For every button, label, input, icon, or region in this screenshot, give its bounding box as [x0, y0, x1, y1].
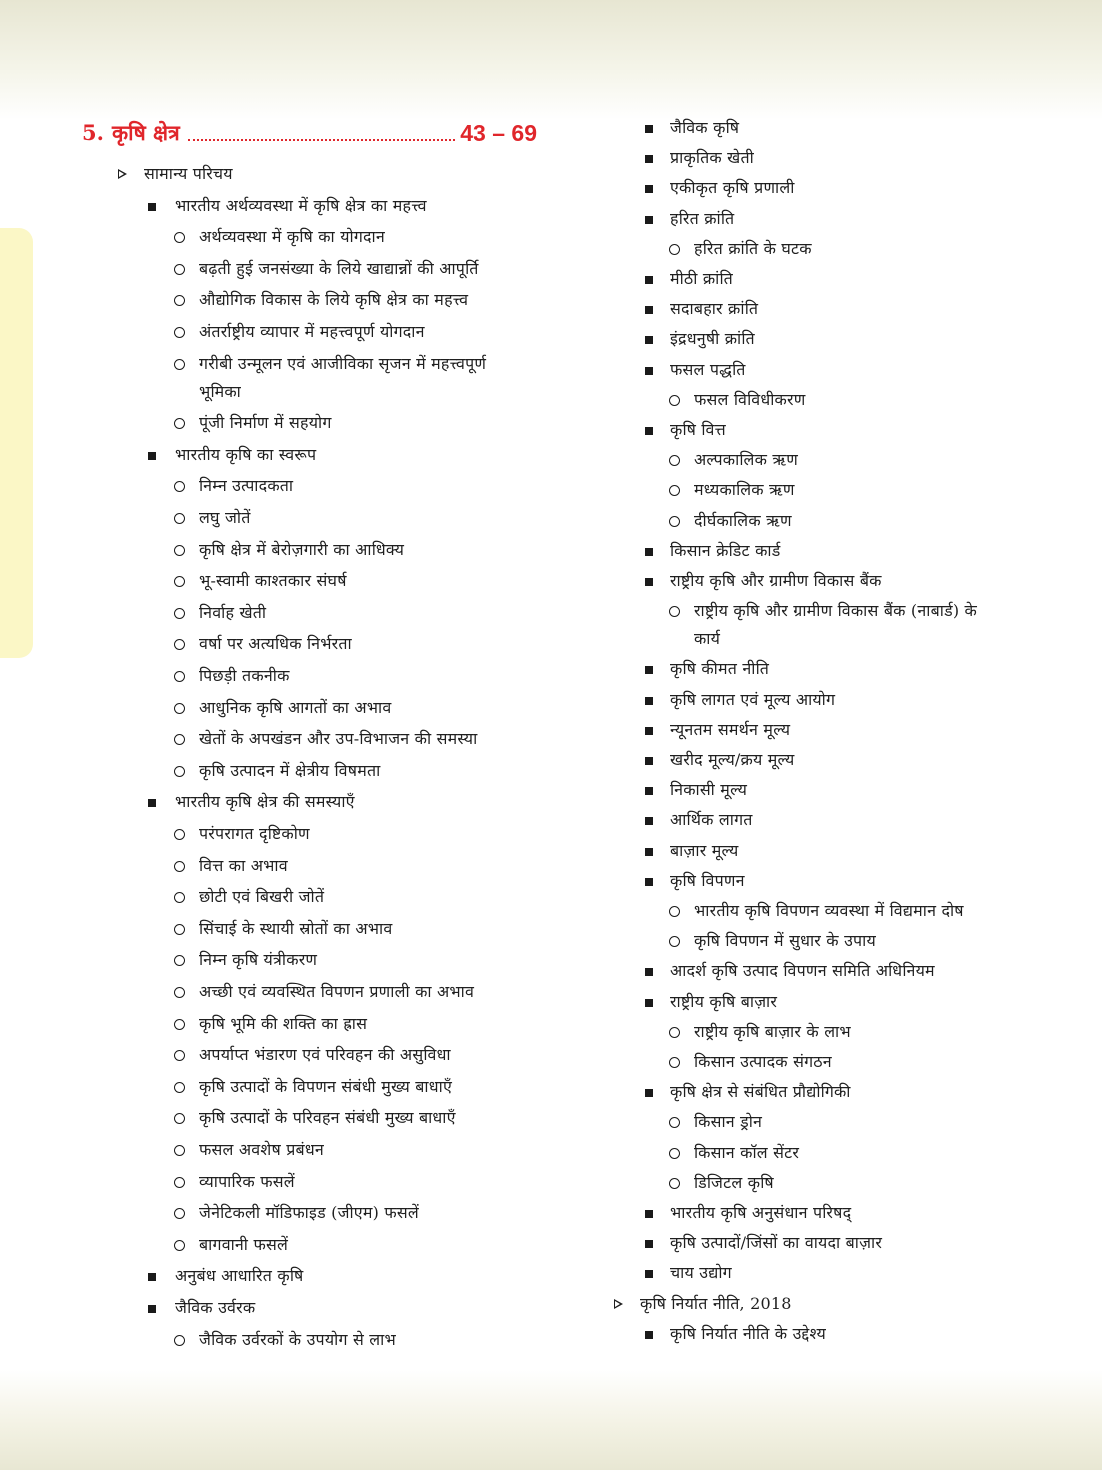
outline-item-text: इंद्रधनुषी क्रांति [670, 329, 755, 349]
filled-square-bullet-icon [645, 666, 653, 674]
filled-square-bullet-icon [148, 203, 156, 211]
outline-item-text: मध्यकालिक ऋण [694, 480, 795, 500]
outline-item-text: अल्पकालिक ऋण [694, 450, 798, 470]
hollow-circle-bullet-icon [669, 1027, 680, 1038]
outline-item-text: किसान कॉल सेंटर [694, 1142, 800, 1162]
outline-item-text: चाय उद्योग [670, 1263, 732, 1283]
hollow-circle-bullet-icon [174, 639, 185, 650]
outline-item-text: भारतीय कृषि विपणन व्यवस्था में विद्यमान दोष [694, 901, 964, 920]
outline-item-text: लघु जोतें [199, 508, 251, 527]
outline-item-text: कृषि उत्पादों/जिंसों का वायदा बाज़ार [670, 1233, 883, 1253]
outline-item-text: हरित क्रांति [670, 208, 735, 228]
outline-item-text: निर्वाह खेती [199, 602, 267, 622]
outline-item-text: पिछड़ी तकनीक [199, 666, 290, 685]
filled-square-bullet-icon [645, 817, 653, 825]
arrowhead-bullet-icon [118, 169, 127, 179]
outline-item-text: राष्ट्रीय कृषि बाज़ार के लाभ [694, 1021, 851, 1041]
outline-item-text: कृषि कीमत नीति [670, 659, 770, 679]
outline-item-text: कृषि विपणन [670, 870, 745, 890]
hollow-circle-bullet-icon [669, 1057, 680, 1068]
filled-square-bullet-icon [645, 1270, 653, 1278]
filled-square-bullet-icon [148, 1273, 156, 1281]
hollow-circle-bullet-icon [669, 1148, 680, 1159]
filled-square-bullet-icon [645, 999, 653, 1007]
hollow-circle-bullet-icon [174, 1240, 185, 1251]
outline-item-text: कृषि उत्पादन में क्षेत्रीय विषमता [199, 760, 381, 780]
hollow-circle-bullet-icon [174, 892, 185, 903]
hollow-circle-bullet-icon [174, 359, 185, 370]
outline-item-text: भारतीय कृषि अनुसंधान परिषद् [670, 1203, 852, 1222]
outline-item-text: अर्थव्यवस्था में कृषि का योगदान [199, 227, 385, 247]
outline-item-text: अच्छी एवं व्यवस्थित विपणन प्रणाली का अभाव [199, 982, 475, 1001]
hollow-circle-bullet-icon [174, 1082, 185, 1093]
outline-item-text: कृषि क्षेत्र में बेरोज़गारी का आधिक्य [199, 539, 405, 559]
filled-square-bullet-icon [645, 757, 653, 765]
hollow-circle-bullet-icon [174, 608, 185, 619]
hollow-circle-bullet-icon [174, 1050, 185, 1061]
hollow-circle-bullet-icon [174, 671, 185, 682]
outline-item-continuation: भूमिका [199, 381, 241, 401]
outline-item-text: खेतों के अपखंडन और उप-विभाजन की समस्या [199, 729, 478, 749]
outline-item-text: दीर्घकालिक ऋण [694, 510, 792, 530]
outline-item-text: कृषि क्षेत्र से संबंधित प्रौद्योगिकी [670, 1082, 851, 1102]
filled-square-bullet-icon [148, 799, 156, 807]
outline-item-text: फसल अवशेष प्रबंधन [199, 1140, 324, 1159]
filled-square-bullet-icon [645, 1089, 653, 1097]
outline-item-text: छोटी एवं बिखरी जोतें [199, 887, 325, 907]
outline-item-text: सिंचाई के स्थायी स्रोतों का अभाव [199, 918, 393, 938]
outline-item-text: फसल पद्धति [670, 359, 746, 379]
outline-item-text: भू-स्वामी काश्तकार संघर्ष [199, 571, 347, 591]
outline-item-text: कृषि उत्पादों के विपणन संबंधी मुख्य बाधाएँ [199, 1076, 452, 1096]
section-page-range: 43 – 69 [460, 120, 537, 146]
outline-item-text: बढ़ती हुई जनसंख्या के लिये खाद्यान्नों की आपूर्ति [199, 258, 479, 278]
outline-item-text: कृषि निर्यात नीति के उद्देश्य [670, 1323, 826, 1343]
outline-item-text: राष्ट्रीय कृषि और ग्रामीण विकास बैंक [670, 571, 882, 590]
filled-square-bullet-icon [645, 427, 653, 435]
hollow-circle-bullet-icon [669, 906, 680, 917]
filled-square-bullet-icon [645, 727, 653, 735]
section-number: 5. [82, 120, 104, 145]
page-bottom-band [0, 1370, 1102, 1470]
chapter-side-tab [0, 228, 33, 658]
outline-item-text: परंपरागत दृष्टिकोण [199, 824, 310, 843]
outline-item-text: बागवानी फसलें [199, 1234, 289, 1254]
hollow-circle-bullet-icon [669, 936, 680, 947]
outline-item-text: सदाबहार क्रांति [670, 299, 759, 319]
outline-item-text: वित्त का अभाव [199, 855, 288, 875]
outline-item-text: बाज़ार मूल्य [670, 840, 739, 860]
hollow-circle-bullet-icon [174, 1145, 185, 1156]
outline-item-text: भारतीय कृषि का स्वरूप [175, 444, 317, 464]
leader-dots [188, 139, 455, 141]
outline-item-text: भारतीय कृषि क्षेत्र की समस्याएँ [175, 792, 355, 812]
hollow-circle-bullet-icon [174, 734, 185, 745]
hollow-circle-bullet-icon [174, 264, 185, 275]
filled-square-bullet-icon [645, 697, 653, 705]
hollow-circle-bullet-icon [669, 1178, 680, 1189]
filled-square-bullet-icon [645, 1210, 653, 1218]
hollow-circle-bullet-icon [669, 516, 680, 527]
page-top-band [0, 0, 1102, 120]
outline-item-text: कृषि लागत एवं मूल्य आयोग [670, 689, 836, 709]
hollow-circle-bullet-icon [669, 244, 680, 255]
outline-item-text: निकासी मूल्य [670, 780, 748, 800]
filled-square-bullet-icon [645, 1331, 653, 1339]
hollow-circle-bullet-icon [174, 1177, 185, 1188]
filled-square-bullet-icon [148, 1305, 156, 1313]
hollow-circle-bullet-icon [174, 1208, 185, 1219]
hollow-circle-bullet-icon [174, 829, 185, 840]
outline-item-text: फसल विविधीकरण [694, 389, 806, 409]
hollow-circle-bullet-icon [174, 513, 185, 524]
outline-item-text: कृषि वित्त [670, 420, 726, 439]
outline-item-text: किसान उत्पादक संगठन [694, 1052, 832, 1071]
hollow-circle-bullet-icon [174, 1019, 185, 1030]
outline-item-text: अपर्याप्त भंडारण एवं परिवहन की असुविधा [199, 1045, 451, 1065]
hollow-circle-bullet-icon [174, 545, 185, 556]
outline-item-text: एकीकृत कृषि प्रणाली [670, 178, 795, 198]
outline-item-text: राष्ट्रीय कृषि और ग्रामीण विकास बैंक (नाबार्ड) के [694, 601, 978, 621]
hollow-circle-bullet-icon [174, 481, 185, 492]
filled-square-bullet-icon [148, 452, 156, 460]
hollow-circle-bullet-icon [174, 703, 185, 714]
outline-item-text: औद्योगिक विकास के लिये कृषि क्षेत्र का महत्त्व [199, 290, 469, 310]
outline-item-text: जैविक उर्वरकों के उपयोग से लाभ [199, 1329, 396, 1349]
outline-item-text: गरीबी उन्मूलन एवं आजीविका सृजन में महत्त्वपूर्ण [199, 353, 487, 373]
hollow-circle-bullet-icon [174, 861, 185, 872]
outline-item-text: राष्ट्रीय कृषि बाज़ार [670, 991, 778, 1011]
filled-square-bullet-icon [645, 336, 653, 344]
hollow-circle-bullet-icon [174, 1113, 185, 1124]
filled-square-bullet-icon [645, 1240, 653, 1248]
section-title: कृषि क्षेत्र [112, 120, 180, 145]
filled-square-bullet-icon [645, 848, 653, 856]
filled-square-bullet-icon [645, 155, 653, 163]
filled-square-bullet-icon [645, 185, 653, 193]
outline-item-text: जेनेटिकली मॉडिफाइड (जीएम) फसलें [199, 1203, 419, 1223]
hollow-circle-bullet-icon [669, 455, 680, 466]
outline-item-text: किसान क्रेडिट कार्ड [670, 540, 781, 560]
outline-item-text: कृषि भूमि की शक्ति का ह्रास [199, 1013, 368, 1033]
outline-item-text: वर्षा पर अत्यधिक निर्भरता [199, 634, 352, 654]
outline-item-text: न्यूनतम समर्थन मूल्य [670, 719, 791, 739]
outline-item-text: डिजिटल कृषि [694, 1172, 774, 1192]
hollow-circle-bullet-icon [174, 766, 185, 777]
outline-item-continuation: कार्य [694, 629, 721, 649]
filled-square-bullet-icon [645, 306, 653, 314]
filled-square-bullet-icon [645, 878, 653, 886]
hollow-circle-bullet-icon [174, 987, 185, 998]
outline-item-text: अंतर्राष्ट्रीय व्यापार में महत्त्वपूर्ण योगदान [199, 322, 425, 341]
hollow-circle-bullet-icon [174, 295, 185, 306]
hollow-circle-bullet-icon [669, 395, 680, 406]
outline-item-text: भारतीय अर्थव्यवस्था में कृषि क्षेत्र का महत्त्व [175, 195, 427, 215]
outline-item-text: व्यापारिक फसलें [199, 1171, 295, 1191]
outline-item-text: आर्थिक लागत [670, 810, 753, 830]
outline-item-text: आदर्श कृषि उत्पाद विपणन समिति अधिनियम [670, 961, 935, 981]
outline-item-text: जैविक कृषि [670, 118, 740, 137]
outline-item-text: प्राकृतिक खेती [670, 148, 754, 168]
hollow-circle-bullet-icon [174, 327, 185, 338]
arrowhead-bullet-icon [614, 1299, 623, 1309]
filled-square-bullet-icon [645, 578, 653, 586]
hollow-circle-bullet-icon [669, 1117, 680, 1128]
hollow-circle-bullet-icon [174, 924, 185, 935]
filled-square-bullet-icon [645, 367, 653, 375]
outline-item-text: आधुनिक कृषि आगतों का अभाव [199, 697, 392, 717]
outline-item-text: कृषि निर्यात नीति, 2018 [640, 1293, 792, 1313]
outline-item-text: अनुबंध आधारित कृषि [175, 1266, 304, 1286]
hollow-circle-bullet-icon [669, 485, 680, 496]
outline-item-text: कृषि विपणन में सुधार के उपाय [694, 931, 876, 951]
outline-item-text: खरीद मूल्य/क्रय मूल्य [670, 750, 795, 769]
hollow-circle-bullet-icon [669, 606, 680, 617]
filled-square-bullet-icon [645, 787, 653, 795]
filled-square-bullet-icon [645, 276, 653, 284]
hollow-circle-bullet-icon [174, 418, 185, 429]
outline-item-text: कृषि उत्पादों के परिवहन संबंधी मुख्य बाधाएँ [199, 1108, 456, 1128]
outline-item-text: निम्न उत्पादकता [199, 476, 294, 496]
section-heading [82, 118, 537, 148]
hollow-circle-bullet-icon [174, 232, 185, 243]
outline-item-text: निम्न कृषि यंत्रीकरण [199, 950, 318, 970]
outline-item-text: पूंजी निर्माण में सहयोग [199, 413, 332, 433]
filled-square-bullet-icon [645, 548, 653, 556]
hollow-circle-bullet-icon [174, 1335, 185, 1346]
filled-square-bullet-icon [645, 216, 653, 224]
outline-item-text: किसान ड्रोन [694, 1112, 763, 1132]
outline-item-text: सामान्य परिचय [144, 164, 233, 183]
filled-square-bullet-icon [645, 125, 653, 133]
filled-square-bullet-icon [645, 968, 653, 976]
outline-item-text: मीठी क्रांति [670, 269, 733, 288]
hollow-circle-bullet-icon [174, 576, 185, 587]
outline-item-text: हरित क्रांति के घटक [694, 238, 812, 258]
hollow-circle-bullet-icon [174, 955, 185, 966]
outline-item-text: जैविक उर्वरक [175, 1298, 256, 1317]
